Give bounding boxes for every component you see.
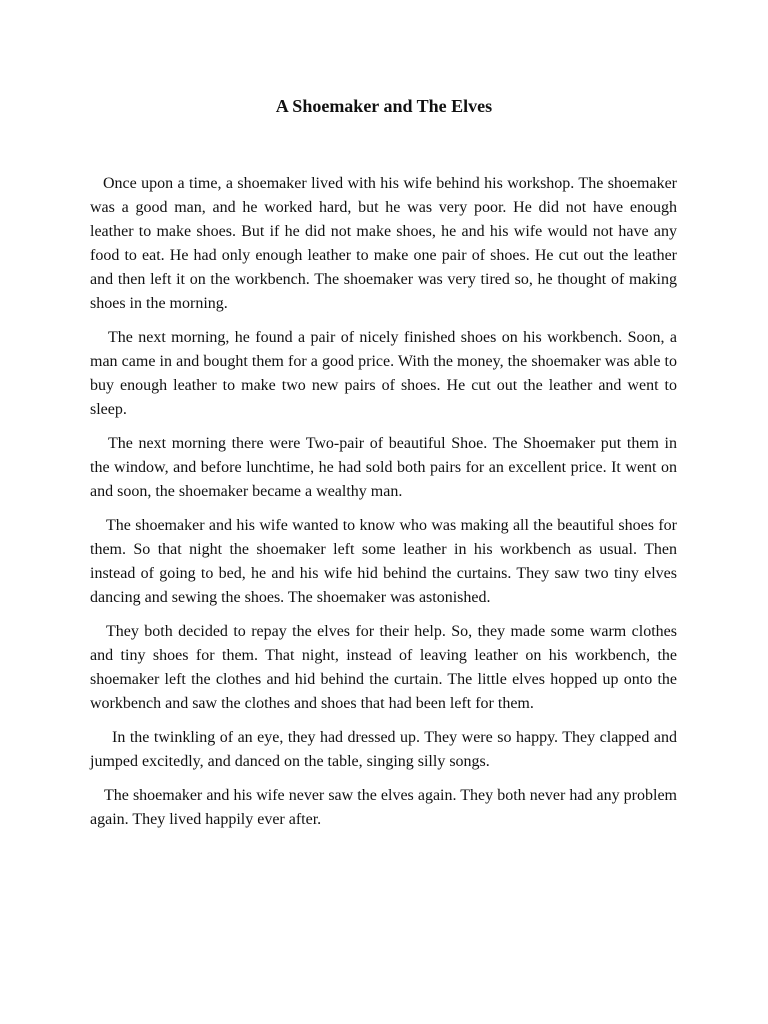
paragraph-6: In the twinkling of an eye, they had dressed up. They were so happy. They clapped and jumped excitedly, and danced on the table, singing silly songs.	[90, 729, 677, 770]
paragraph-2: The next morning, he found a pair of nicely finished shoes on his workbench. Soon, a man came in and bought them for a good price. With the money, the shoemaker was able to buy enough leather to make two new pairs of shoes. He cut out the leather and went to sleep.	[90, 329, 677, 418]
paragraph-4: The shoemaker and his wife wanted to know who was making all the beautiful shoes for them. So that night the shoemaker left some leather in his workbench as usual. Then instead of going to bed, he and his wife hid behind the curtains. They saw two tiny elves dancing and sewing the shoes. The shoemaker was astonished.	[90, 517, 677, 606]
document-title: A Shoemaker and The Elves	[275, 96, 493, 116]
paragraph-5: They both decided to repay the elves for their help. So, they made some warm clothes and tiny shoes for them. That night, instead of leaving leather on his workbench, the shoemaker left the clothes and hid behind the curtain. The little elves hopped up onto the workbench and saw the clothes and shoes that had been left for them.	[90, 623, 677, 712]
paragraph-1: Once upon a time, a shoemaker lived with his wife behind his workshop. The shoemaker was a good man, and he worked hard, but he was very poor. He did not have enough leather to make shoes. But if he did not make shoes, he and his wife would not have any food to eat. He had only enough leather to make one pair of shoes. He cut out the leather and then left it on the workbench. The shoemaker was very tired so, he thought of making shoes in the morning.	[90, 175, 677, 312]
document-body	[90, 172, 677, 842]
paragraph-3: The next morning there were Two-pair of beautiful Shoe. The Shoemaker put them in the window, and before lunchtime, he had sold both pairs for an excellent price. It went on and soon, the shoemaker became a wealthy man.	[90, 435, 677, 500]
paragraph-7: The shoemaker and his wife never saw the elves again. They both never had any problem again. They lived happily ever after.	[90, 787, 677, 828]
